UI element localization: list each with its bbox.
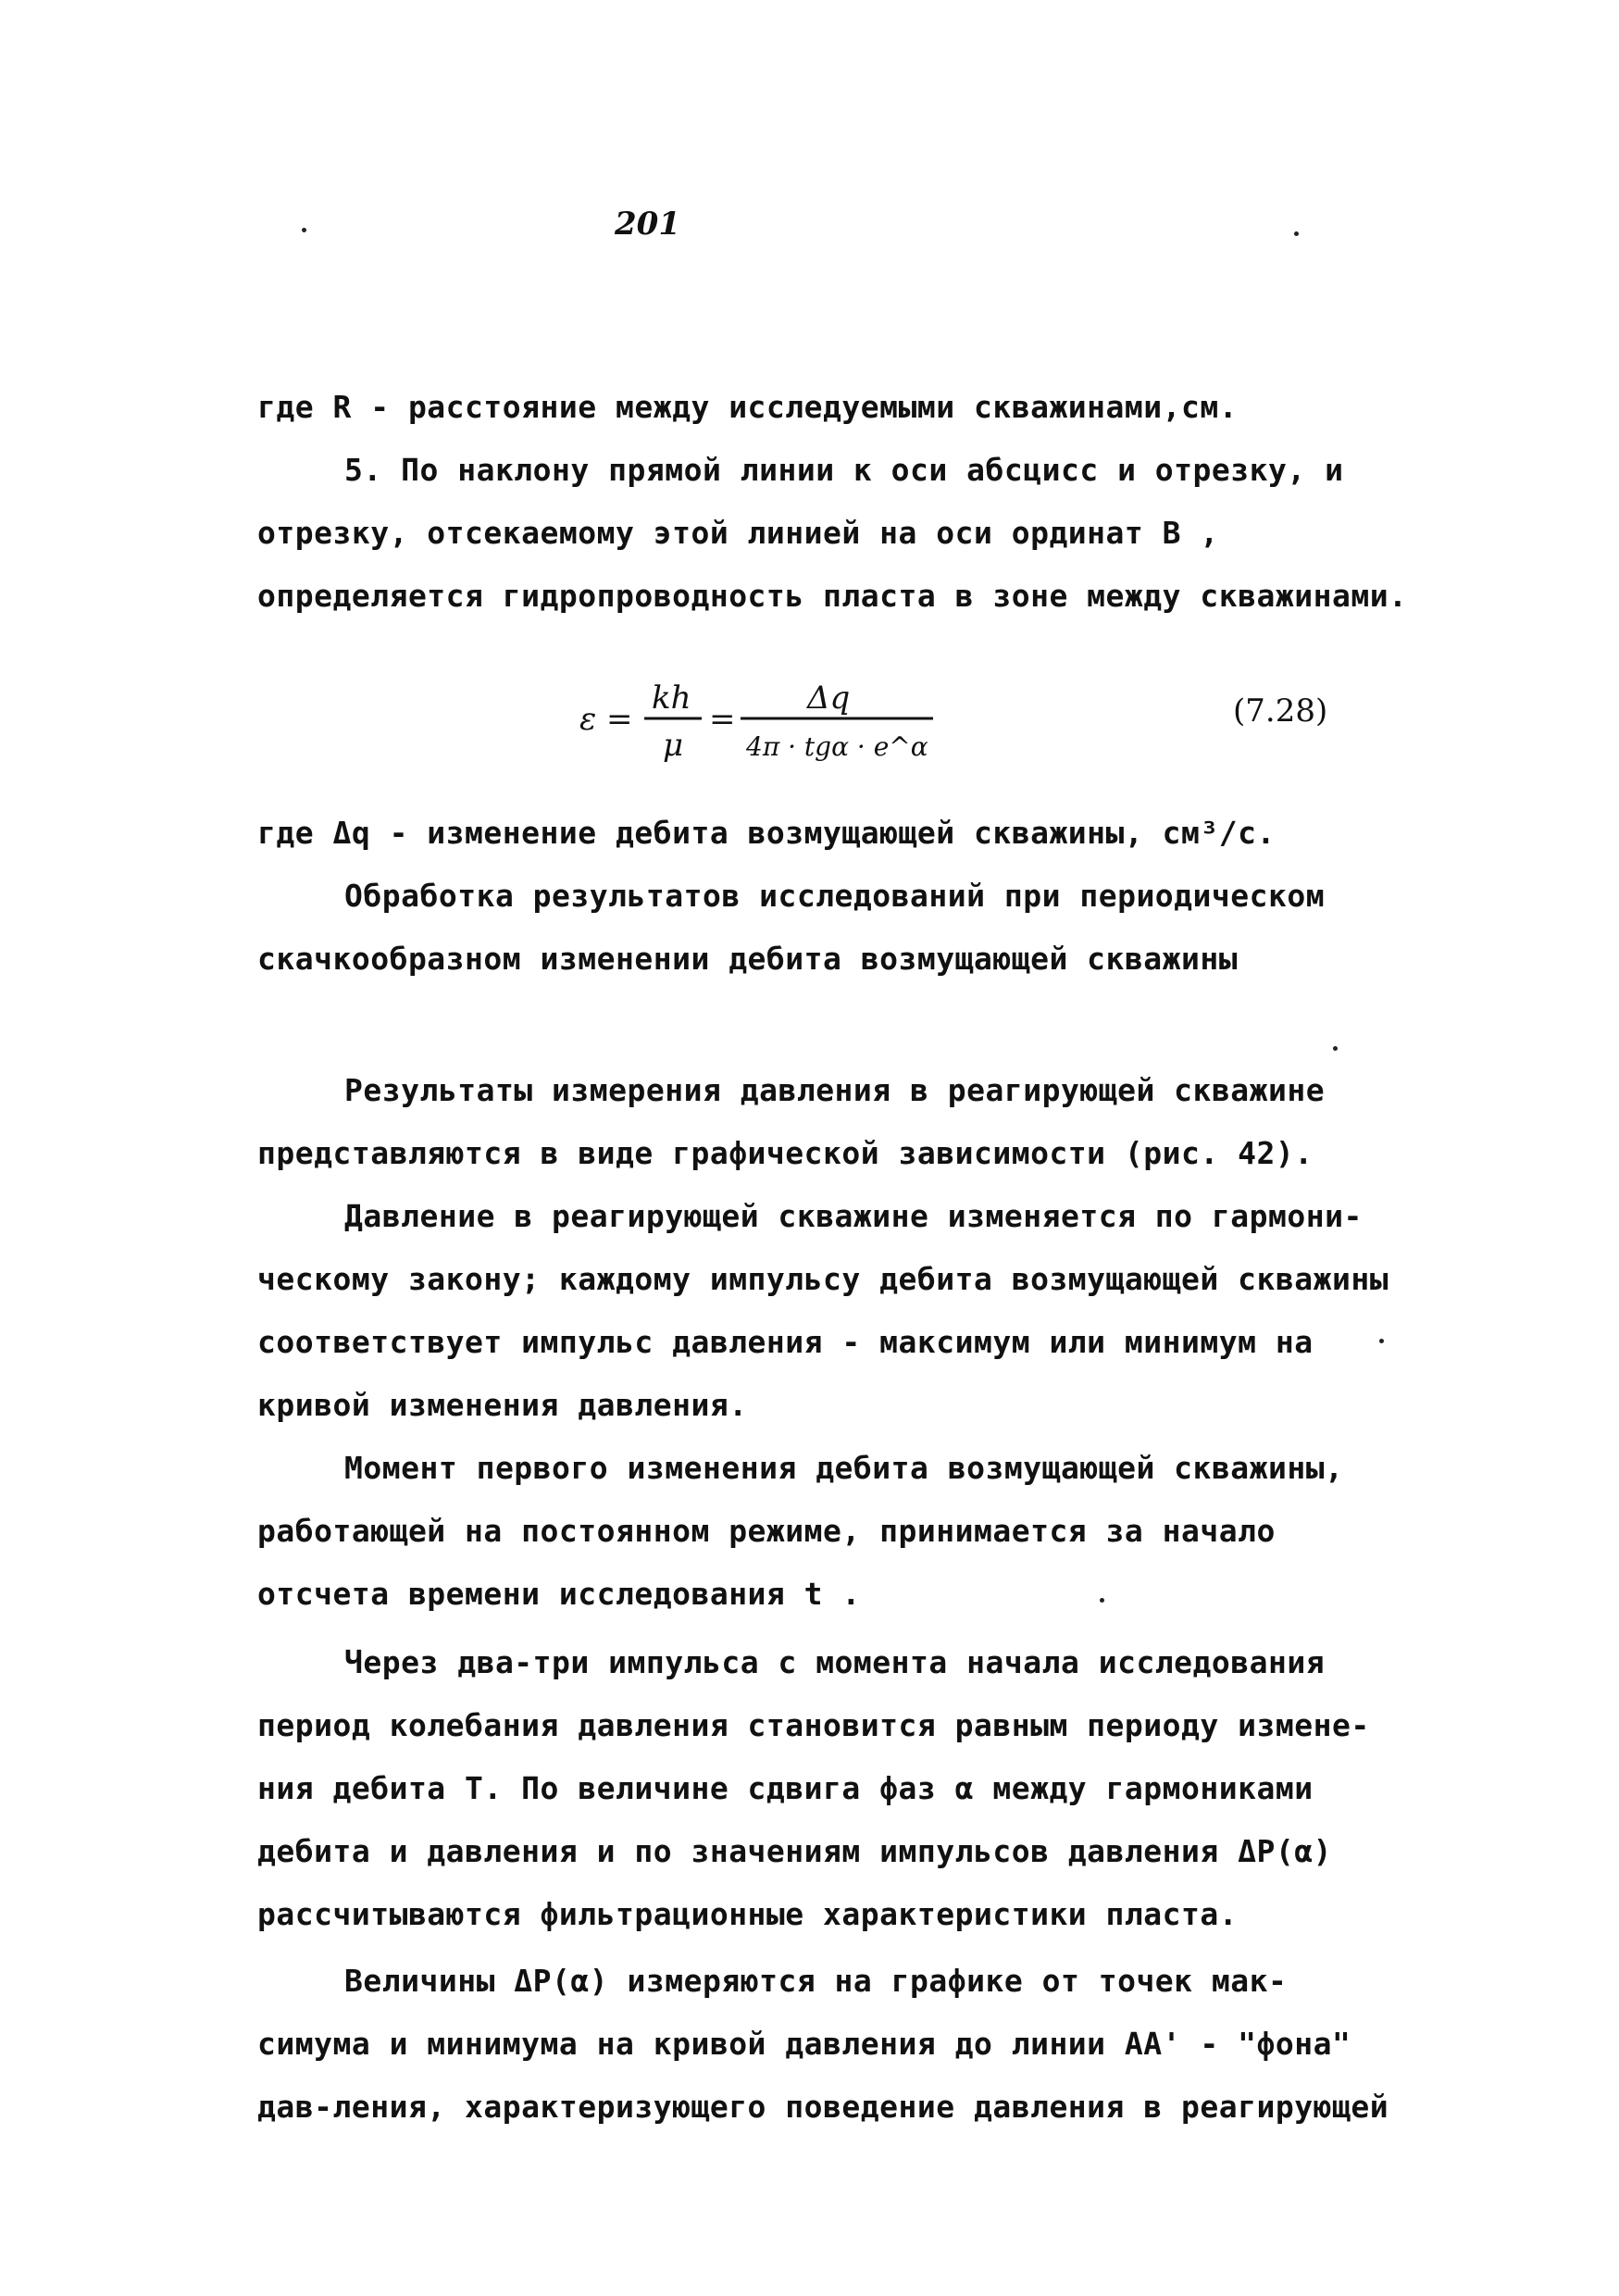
page-number: 201 (615, 206, 680, 243)
formula-7-28 (555, 667, 944, 768)
text-line-6: Обработка результатов исследований при периодическом (344, 878, 1326, 914)
scan-speck (1100, 1598, 1104, 1603)
text-line-14: Момент первого изменения дебита возмущающей скважины, (344, 1450, 1344, 1486)
equation-number: (7.28) (1233, 693, 1328, 730)
text-line-23: симума и минимума на кривой давления до линии АА' - "фона" (257, 2026, 1351, 2062)
text-line-5: где Δq - изменение дебита возмущающей скважины, см³/с. (257, 815, 1276, 851)
formula-denominator-1: μ (663, 727, 684, 764)
text-line-8: Результаты измерения давления в реагирующей скважине (344, 1072, 1326, 1108)
text-line-9: представляются в виде графической зависимости (рис. 42). (257, 1135, 1314, 1171)
text-line-20: дебита и давления и по значениям импульсов давления ΔP(α) (257, 1833, 1332, 1869)
formula-denominator-2: 4π · tgα · e^α (746, 731, 928, 762)
formula-eq: = (709, 701, 736, 738)
text-line-3: отрезку, отсекаемому этой линией на оси ординат B , (257, 515, 1219, 551)
text-line-10: Давление в реагирующей скважине изменяется по гармони- (344, 1198, 1363, 1234)
text-line-4: определяется гидропроводность пласта в зоне между скважинами. (257, 578, 1408, 614)
scan-speck (302, 228, 306, 232)
formula-numerator-2: Δq (807, 680, 851, 717)
scan-speck (1294, 231, 1299, 236)
text-line-21: рассчитываются фильтрационные характеристики пласта. (257, 1896, 1239, 1932)
text-line-1: где R - расстояние между исследуемыми скважинами,см. (257, 389, 1239, 425)
text-line-24: дав-ления, характеризующего поведение давления в реагирующей (257, 2089, 1389, 2125)
text-line-2: 5. По наклону прямой линии к оси абсцисс и отрезку, и (344, 452, 1344, 488)
text-line-15: работающей на постоянном режиме, принимается за начало (257, 1513, 1276, 1549)
text-line-13: кривой изменения давления. (257, 1387, 748, 1423)
scan-speck (1333, 1046, 1338, 1051)
text-line-18: период колебания давления становится равным периоду измене- (257, 1707, 1370, 1743)
text-line-16: отсчета времени исследования t . (257, 1576, 861, 1612)
formula-numerator-1: kh (652, 680, 691, 717)
scan-speck (1379, 1339, 1384, 1343)
text-line-17: Через два-три импульса с момента начала исследования (344, 1644, 1326, 1680)
text-line-12: соответствует импульс давления - максимум или минимум на (257, 1324, 1314, 1360)
text-line-7: скачкообразном изменении дебита возмущающей скважины (257, 941, 1239, 977)
text-line-11: ческому закону; каждому импульсу дебита возмущающей скважины (257, 1261, 1389, 1297)
text-line-22: Величины ΔP(α) измеряются на графике от точек мак- (344, 1963, 1288, 1999)
text-line-19: ния дебита Т. По величине сдвига фаз α между гармониками (257, 1770, 1314, 1806)
formula-lhs: ε = (579, 701, 633, 738)
